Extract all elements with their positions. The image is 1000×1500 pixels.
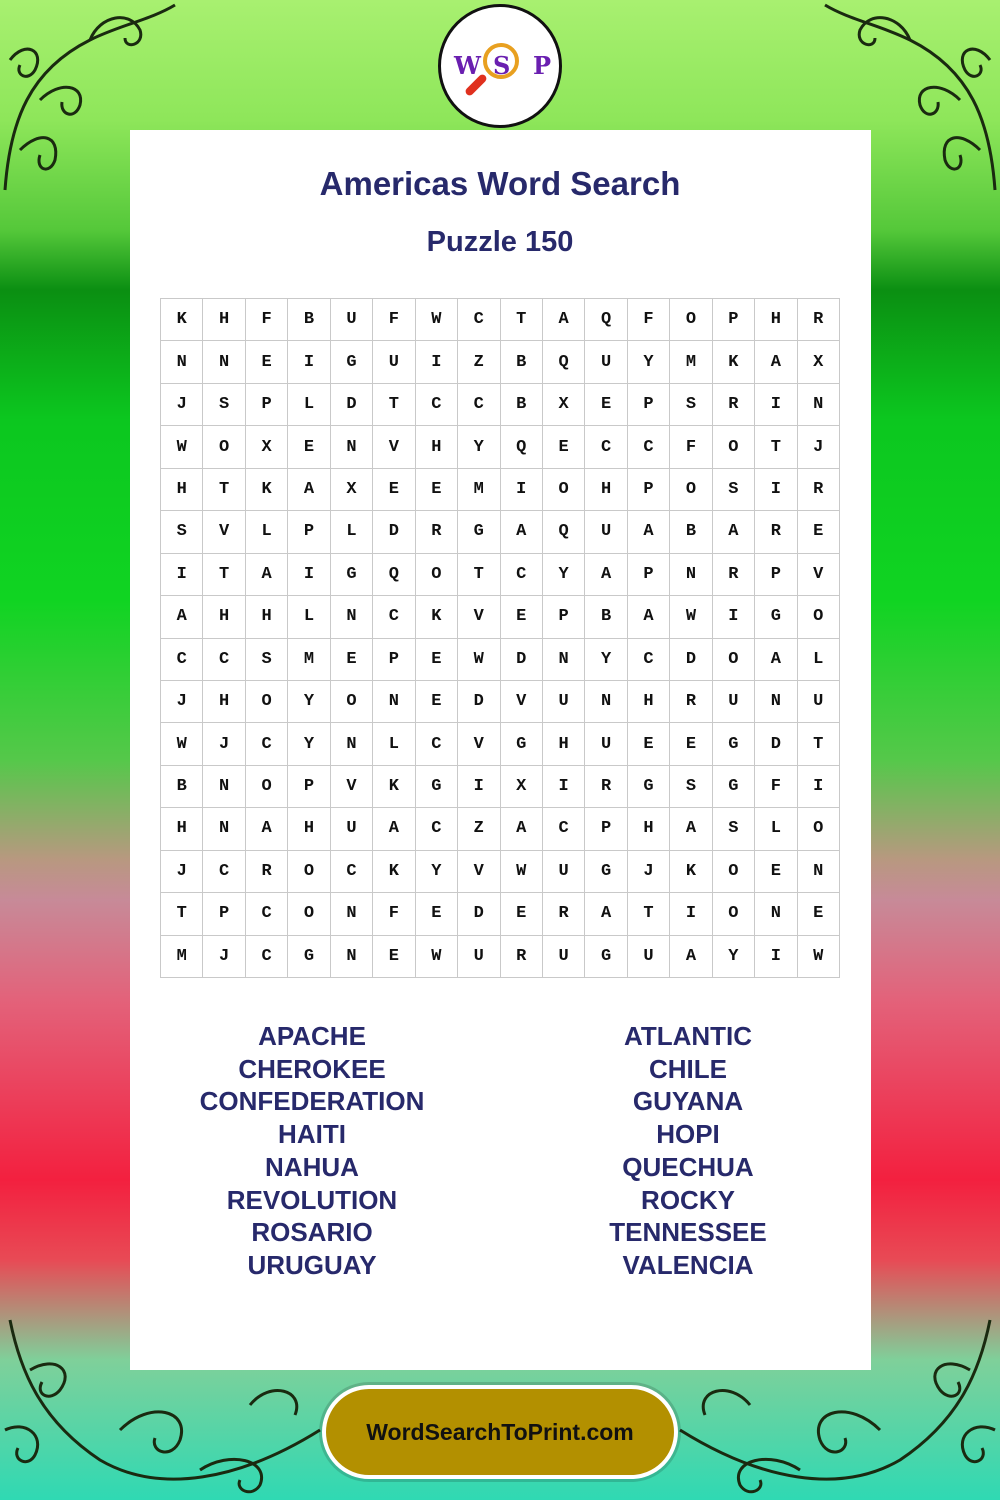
grid-cell[interactable]: B (161, 766, 203, 808)
wsp-logo[interactable] (438, 4, 562, 128)
grid-cell[interactable]: V (458, 596, 500, 638)
grid-cell[interactable]: I (755, 469, 797, 511)
grid-cell[interactable]: J (203, 723, 245, 765)
grid-cell[interactable]: I (755, 936, 797, 978)
grid-cell[interactable]: C (543, 808, 585, 850)
grid-cell[interactable]: R (416, 511, 458, 553)
grid-cell[interactable]: J (628, 851, 670, 893)
grid-cell[interactable]: B (501, 341, 543, 383)
grid-cell[interactable]: C (331, 851, 373, 893)
puzzle-number: Puzzle 150 (426, 226, 574, 258)
grid-cell[interactable]: H (543, 723, 585, 765)
grid-cell[interactable]: U (628, 936, 670, 978)
grid-cell[interactable]: A (288, 469, 330, 511)
grid-cell[interactable]: G (331, 554, 373, 596)
grid-cell[interactable]: Y (416, 851, 458, 893)
grid-cell[interactable]: E (501, 596, 543, 638)
grid-cell[interactable]: G (416, 766, 458, 808)
grid-cell[interactable]: V (458, 723, 500, 765)
grid-cell[interactable]: Y (628, 341, 670, 383)
grid-cell[interactable]: Q (373, 554, 415, 596)
grid-cell[interactable]: E (416, 469, 458, 511)
grid-cell[interactable]: Z (458, 341, 500, 383)
grid-cell[interactable]: Y (458, 426, 500, 468)
grid-cell[interactable]: P (628, 554, 670, 596)
grid-cell[interactable]: I (543, 766, 585, 808)
grid-cell[interactable]: I (670, 893, 712, 935)
grid-cell[interactable]: C (203, 851, 245, 893)
grid-cell[interactable]: V (458, 851, 500, 893)
grid-cell[interactable]: Q (543, 511, 585, 553)
grid-cell[interactable]: W (458, 639, 500, 681)
grid-cell[interactable]: U (543, 936, 585, 978)
grid-cell[interactable]: P (628, 384, 670, 426)
grid-cell[interactable]: E (628, 723, 670, 765)
grid-cell[interactable]: C (246, 893, 288, 935)
grid-cell[interactable]: E (798, 511, 840, 553)
grid-cell[interactable]: V (373, 426, 415, 468)
grid-cell[interactable]: C (628, 639, 670, 681)
grid-cell[interactable]: H (203, 596, 245, 638)
grid-cell[interactable]: O (798, 808, 840, 850)
grid-cell[interactable]: O (670, 299, 712, 341)
grid-cell[interactable]: R (543, 893, 585, 935)
grid-cell[interactable]: L (288, 596, 330, 638)
grid-cell[interactable]: D (331, 384, 373, 426)
logo-letter-w: W (454, 51, 481, 80)
word-item: HAITI (278, 1119, 346, 1150)
grid-cell[interactable]: O (288, 893, 330, 935)
grid-cell[interactable]: N (755, 893, 797, 935)
grid-cell[interactable]: D (670, 639, 712, 681)
grid-cell[interactable]: P (755, 554, 797, 596)
word-item: GUYANA (632, 1086, 744, 1117)
grid-cell[interactable]: N (798, 851, 840, 893)
grid-cell[interactable]: E (373, 936, 415, 978)
grid-cell[interactable]: E (755, 851, 797, 893)
grid-cell[interactable]: U (585, 511, 627, 553)
grid-cell[interactable]: P (203, 893, 245, 935)
grid-cell[interactable]: J (161, 681, 203, 723)
grid-cell[interactable]: X (501, 766, 543, 808)
grid-cell[interactable]: V (331, 766, 373, 808)
grid-cell[interactable]: P (585, 808, 627, 850)
grid-cell[interactable]: S (246, 639, 288, 681)
grid-cell[interactable]: G (585, 936, 627, 978)
grid-cell[interactable]: B (288, 299, 330, 341)
word-item: NAHUA (265, 1151, 359, 1182)
grid-cell[interactable]: Y (288, 681, 330, 723)
grid-cell[interactable]: G (458, 511, 500, 553)
grid-cell[interactable]: Q (543, 341, 585, 383)
word-item: QUECHUA (622, 1151, 754, 1182)
grid-cell[interactable]: G (501, 723, 543, 765)
grid-cell[interactable]: I (713, 596, 755, 638)
grid-cell[interactable]: A (628, 596, 670, 638)
grid-cell[interactable]: A (246, 554, 288, 596)
grid-cell[interactable]: E (670, 723, 712, 765)
grid-cell[interactable]: E (501, 893, 543, 935)
grid-cell[interactable]: U (543, 681, 585, 723)
word-item: ROCKY (641, 1184, 735, 1215)
grid-cell[interactable]: H (161, 808, 203, 850)
grid-cell[interactable]: H (203, 681, 245, 723)
grid-cell[interactable]: I (501, 469, 543, 511)
grid-cell[interactable]: N (203, 766, 245, 808)
word-item: ROSARIO (251, 1217, 373, 1248)
grid-cell[interactable]: A (755, 341, 797, 383)
logo-letter-s: S (493, 51, 511, 80)
grid-cell[interactable]: T (373, 384, 415, 426)
grid-cell[interactable]: Y (585, 639, 627, 681)
word-list-right (498, 1020, 878, 1282)
grid-cell[interactable]: T (203, 469, 245, 511)
grid-cell[interactable]: H (246, 596, 288, 638)
grid-cell[interactable]: U (585, 341, 627, 383)
grid-cell[interactable]: R (501, 936, 543, 978)
grid-cell[interactable]: G (628, 766, 670, 808)
grid-cell[interactable]: X (331, 469, 373, 511)
grid-cell[interactable]: L (373, 723, 415, 765)
grid-cell[interactable]: I (798, 766, 840, 808)
grid-cell[interactable]: E (798, 893, 840, 935)
grid-cell[interactable]: I (416, 341, 458, 383)
grid-cell[interactable]: W (416, 936, 458, 978)
grid-cell[interactable]: D (755, 723, 797, 765)
grid-cell[interactable]: Q (501, 426, 543, 468)
word-item: ATLANTIC (623, 1021, 753, 1051)
grid-cell[interactable]: U (798, 681, 840, 723)
grid-cell[interactable]: H (628, 681, 670, 723)
word-item: CHEROKEE (238, 1053, 386, 1084)
grid-cell[interactable]: F (373, 893, 415, 935)
grid-cell[interactable]: K (246, 469, 288, 511)
grid-cell[interactable]: P (288, 511, 330, 553)
grid-cell[interactable]: W (798, 936, 840, 978)
grid-cell[interactable]: Q (585, 299, 627, 341)
grid-cell[interactable]: T (203, 554, 245, 596)
puzzle-title: Americas Word Search (319, 165, 681, 202)
grid-cell[interactable]: O (713, 893, 755, 935)
grid-cell[interactable]: U (458, 936, 500, 978)
grid-cell[interactable]: E (416, 639, 458, 681)
grid-cell[interactable]: W (670, 596, 712, 638)
grid-cell[interactable]: W (161, 723, 203, 765)
grid-cell[interactable]: K (373, 851, 415, 893)
grid-cell[interactable]: E (416, 893, 458, 935)
grid-cell[interactable]: R (713, 554, 755, 596)
grid-cell[interactable]: M (161, 936, 203, 978)
grid-cell[interactable]: C (416, 808, 458, 850)
grid-cell[interactable]: B (670, 511, 712, 553)
grid-cell[interactable]: A (755, 639, 797, 681)
grid-cell[interactable]: C (585, 426, 627, 468)
word-item: HOPI (656, 1119, 720, 1150)
grid-cell[interactable]: N (203, 341, 245, 383)
grid-cell[interactable]: N (798, 384, 840, 426)
grid-cell[interactable]: Z (458, 808, 500, 850)
word-item: REVOLUTION (226, 1184, 398, 1215)
grid-cell[interactable]: N (331, 893, 373, 935)
grid-cell[interactable]: A (713, 511, 755, 553)
grid-cell[interactable]: E (331, 639, 373, 681)
grid-cell[interactable]: G (331, 341, 373, 383)
grid-cell[interactable]: G (585, 851, 627, 893)
grid-cell[interactable]: D (458, 681, 500, 723)
grid-cell[interactable]: N (203, 808, 245, 850)
grid-cell[interactable]: O (416, 554, 458, 596)
grid-cell[interactable]: P (713, 299, 755, 341)
grid-cell[interactable]: H (628, 808, 670, 850)
grid-cell[interactable]: D (373, 511, 415, 553)
grid-cell[interactable]: N (670, 554, 712, 596)
grid-cell[interactable]: K (373, 766, 415, 808)
grid-cell[interactable]: N (331, 936, 373, 978)
grid-cell[interactable]: H (416, 426, 458, 468)
grid-cell[interactable]: G (755, 596, 797, 638)
grid-cell[interactable]: X (798, 341, 840, 383)
grid-cell[interactable]: H (203, 299, 245, 341)
grid-cell[interactable]: X (246, 426, 288, 468)
grid-cell[interactable]: N (331, 426, 373, 468)
grid-cell[interactable]: C (416, 723, 458, 765)
grid-cell[interactable]: O (203, 426, 245, 468)
grid-cell[interactable]: K (161, 299, 203, 341)
grid-cell[interactable]: P (288, 766, 330, 808)
grid-cell[interactable]: H (585, 469, 627, 511)
grid-cell[interactable]: C (161, 639, 203, 681)
grid-cell[interactable]: P (246, 384, 288, 426)
grid-cell[interactable]: B (585, 596, 627, 638)
grid-cell[interactable]: Y (713, 936, 755, 978)
grid-cell[interactable]: E (416, 681, 458, 723)
grid-cell[interactable]: S (203, 384, 245, 426)
grid-cell[interactable]: B (501, 384, 543, 426)
grid-cell[interactable]: M (670, 341, 712, 383)
grid-cell[interactable]: A (670, 808, 712, 850)
grid-cell[interactable]: O (246, 681, 288, 723)
word-item: APACHE (258, 1021, 366, 1051)
grid-cell[interactable]: N (161, 341, 203, 383)
grid-cell[interactable]: I (161, 554, 203, 596)
website-label: WordSearchToPrint.com (366, 1418, 634, 1445)
grid-cell[interactable]: S (713, 469, 755, 511)
letter-grid (160, 298, 840, 978)
grid-cell[interactable]: T (161, 893, 203, 935)
grid-cell[interactable]: S (161, 511, 203, 553)
grid-cell[interactable]: M (288, 639, 330, 681)
grid-cell[interactable]: A (585, 554, 627, 596)
grid-cell[interactable]: C (416, 384, 458, 426)
grid-cell[interactable]: G (288, 936, 330, 978)
grid-cell[interactable]: H (161, 469, 203, 511)
grid-cell[interactable]: R (246, 851, 288, 893)
grid-cell[interactable]: I (288, 341, 330, 383)
grid-cell[interactable]: I (288, 554, 330, 596)
grid-cell[interactable]: W (501, 851, 543, 893)
word-list-left (122, 1020, 502, 1282)
word-item: TENNESSEE (609, 1217, 767, 1248)
grid-cell[interactable]: U (713, 681, 755, 723)
grid-cell[interactable]: A (670, 936, 712, 978)
grid-cell[interactable]: G (713, 723, 755, 765)
grid-cell[interactable]: E (246, 341, 288, 383)
grid-cell[interactable]: F (755, 766, 797, 808)
grid-cell[interactable]: T (458, 554, 500, 596)
grid-cell[interactable]: C (246, 723, 288, 765)
grid-cell[interactable]: L (798, 639, 840, 681)
grid-cell[interactable]: L (288, 384, 330, 426)
grid-cell[interactable]: Y (543, 554, 585, 596)
grid-cell[interactable]: H (755, 299, 797, 341)
grid-cell[interactable]: V (501, 681, 543, 723)
grid-cell[interactable]: O (543, 469, 585, 511)
grid-cell[interactable]: C (501, 554, 543, 596)
grid-cell[interactable]: U (543, 851, 585, 893)
logo-letter-p: P (533, 51, 552, 80)
word-item: CHILE (649, 1053, 727, 1084)
grid-cell[interactable]: V (203, 511, 245, 553)
grid-cell[interactable]: O (288, 851, 330, 893)
grid-cell[interactable]: R (798, 299, 840, 341)
grid-cell[interactable]: C (373, 596, 415, 638)
grid-cell[interactable]: U (373, 341, 415, 383)
grid-cell[interactable]: N (755, 681, 797, 723)
grid-cell[interactable]: O (331, 681, 373, 723)
grid-cell[interactable]: D (501, 639, 543, 681)
website-button[interactable] (322, 1385, 678, 1479)
grid-cell[interactable]: R (798, 469, 840, 511)
grid-cell[interactable]: J (798, 426, 840, 468)
grid-cell[interactable]: R (585, 766, 627, 808)
grid-cell[interactable]: O (713, 639, 755, 681)
grid-cell[interactable]: A (585, 893, 627, 935)
grid-cell[interactable]: A (161, 596, 203, 638)
grid-cell[interactable]: N (373, 681, 415, 723)
grid-cell[interactable]: C (458, 384, 500, 426)
grid-cell[interactable]: E (543, 426, 585, 468)
grid-cell[interactable]: I (458, 766, 500, 808)
grid-cell[interactable]: A (501, 808, 543, 850)
grid-cell[interactable]: A (246, 808, 288, 850)
grid-cell[interactable]: O (713, 426, 755, 468)
grid-cell[interactable]: R (755, 511, 797, 553)
grid-cell[interactable]: O (246, 766, 288, 808)
grid-cell[interactable]: X (543, 384, 585, 426)
grid-cell[interactable]: L (246, 511, 288, 553)
grid-cell[interactable]: J (161, 851, 203, 893)
grid-cell[interactable]: S (713, 808, 755, 850)
grid-cell[interactable]: M (458, 469, 500, 511)
grid-cell[interactable]: W (416, 299, 458, 341)
grid-cell[interactable]: F (628, 299, 670, 341)
grid-cell[interactable]: A (543, 299, 585, 341)
grid-cell[interactable]: O (713, 851, 755, 893)
grid-cell[interactable]: N (331, 596, 373, 638)
grid-cell[interactable]: P (543, 596, 585, 638)
grid-cell[interactable]: K (670, 851, 712, 893)
grid-cell[interactable]: K (416, 596, 458, 638)
grid-cell[interactable]: T (755, 426, 797, 468)
grid-cell[interactable]: S (670, 766, 712, 808)
grid-cell[interactable]: K (713, 341, 755, 383)
grid-cell[interactable]: A (628, 511, 670, 553)
grid-cell[interactable]: J (203, 936, 245, 978)
grid-cell[interactable]: L (755, 808, 797, 850)
grid-cell[interactable]: Y (288, 723, 330, 765)
grid-cell[interactable]: I (755, 384, 797, 426)
grid-cell[interactable]: H (288, 808, 330, 850)
grid-cell[interactable]: E (288, 426, 330, 468)
grid-cell[interactable]: J (161, 384, 203, 426)
grid-cell[interactable]: C (458, 299, 500, 341)
grid-cell[interactable]: F (670, 426, 712, 468)
grid-cell[interactable]: A (373, 808, 415, 850)
grid-cell[interactable]: C (246, 936, 288, 978)
grid-cell[interactable]: E (585, 384, 627, 426)
grid-cell[interactable]: N (585, 681, 627, 723)
word-item: URUGUAY (247, 1249, 377, 1280)
grid-cell[interactable]: N (543, 639, 585, 681)
grid-cell[interactable]: C (628, 426, 670, 468)
grid-cell[interactable]: G (713, 766, 755, 808)
grid-cell[interactable]: U (585, 723, 627, 765)
grid-cell[interactable]: O (670, 469, 712, 511)
grid-cell[interactable]: A (501, 511, 543, 553)
grid-cell[interactable]: U (331, 808, 373, 850)
grid-cell[interactable]: F (373, 299, 415, 341)
word-item: CONFEDERATION (199, 1086, 425, 1117)
grid-cell[interactable]: P (628, 469, 670, 511)
grid-cell[interactable]: P (373, 639, 415, 681)
grid-cell[interactable]: R (670, 681, 712, 723)
grid-cell[interactable]: D (458, 893, 500, 935)
grid-cell[interactable]: T (628, 893, 670, 935)
grid-cell[interactable]: S (670, 384, 712, 426)
word-item: VALENCIA (622, 1249, 754, 1280)
grid-cell[interactable]: R (713, 384, 755, 426)
grid-cell[interactable]: L (331, 511, 373, 553)
grid-cell[interactable]: T (501, 299, 543, 341)
grid-cell[interactable]: C (203, 639, 245, 681)
grid-cell[interactable]: O (798, 596, 840, 638)
grid-cell[interactable]: F (246, 299, 288, 341)
grid-cell[interactable]: E (373, 469, 415, 511)
grid-cell[interactable]: T (798, 723, 840, 765)
grid-cell[interactable]: V (798, 554, 840, 596)
grid-cell[interactable]: U (331, 299, 373, 341)
grid-cell[interactable]: N (331, 723, 373, 765)
grid-cell[interactable]: W (161, 426, 203, 468)
